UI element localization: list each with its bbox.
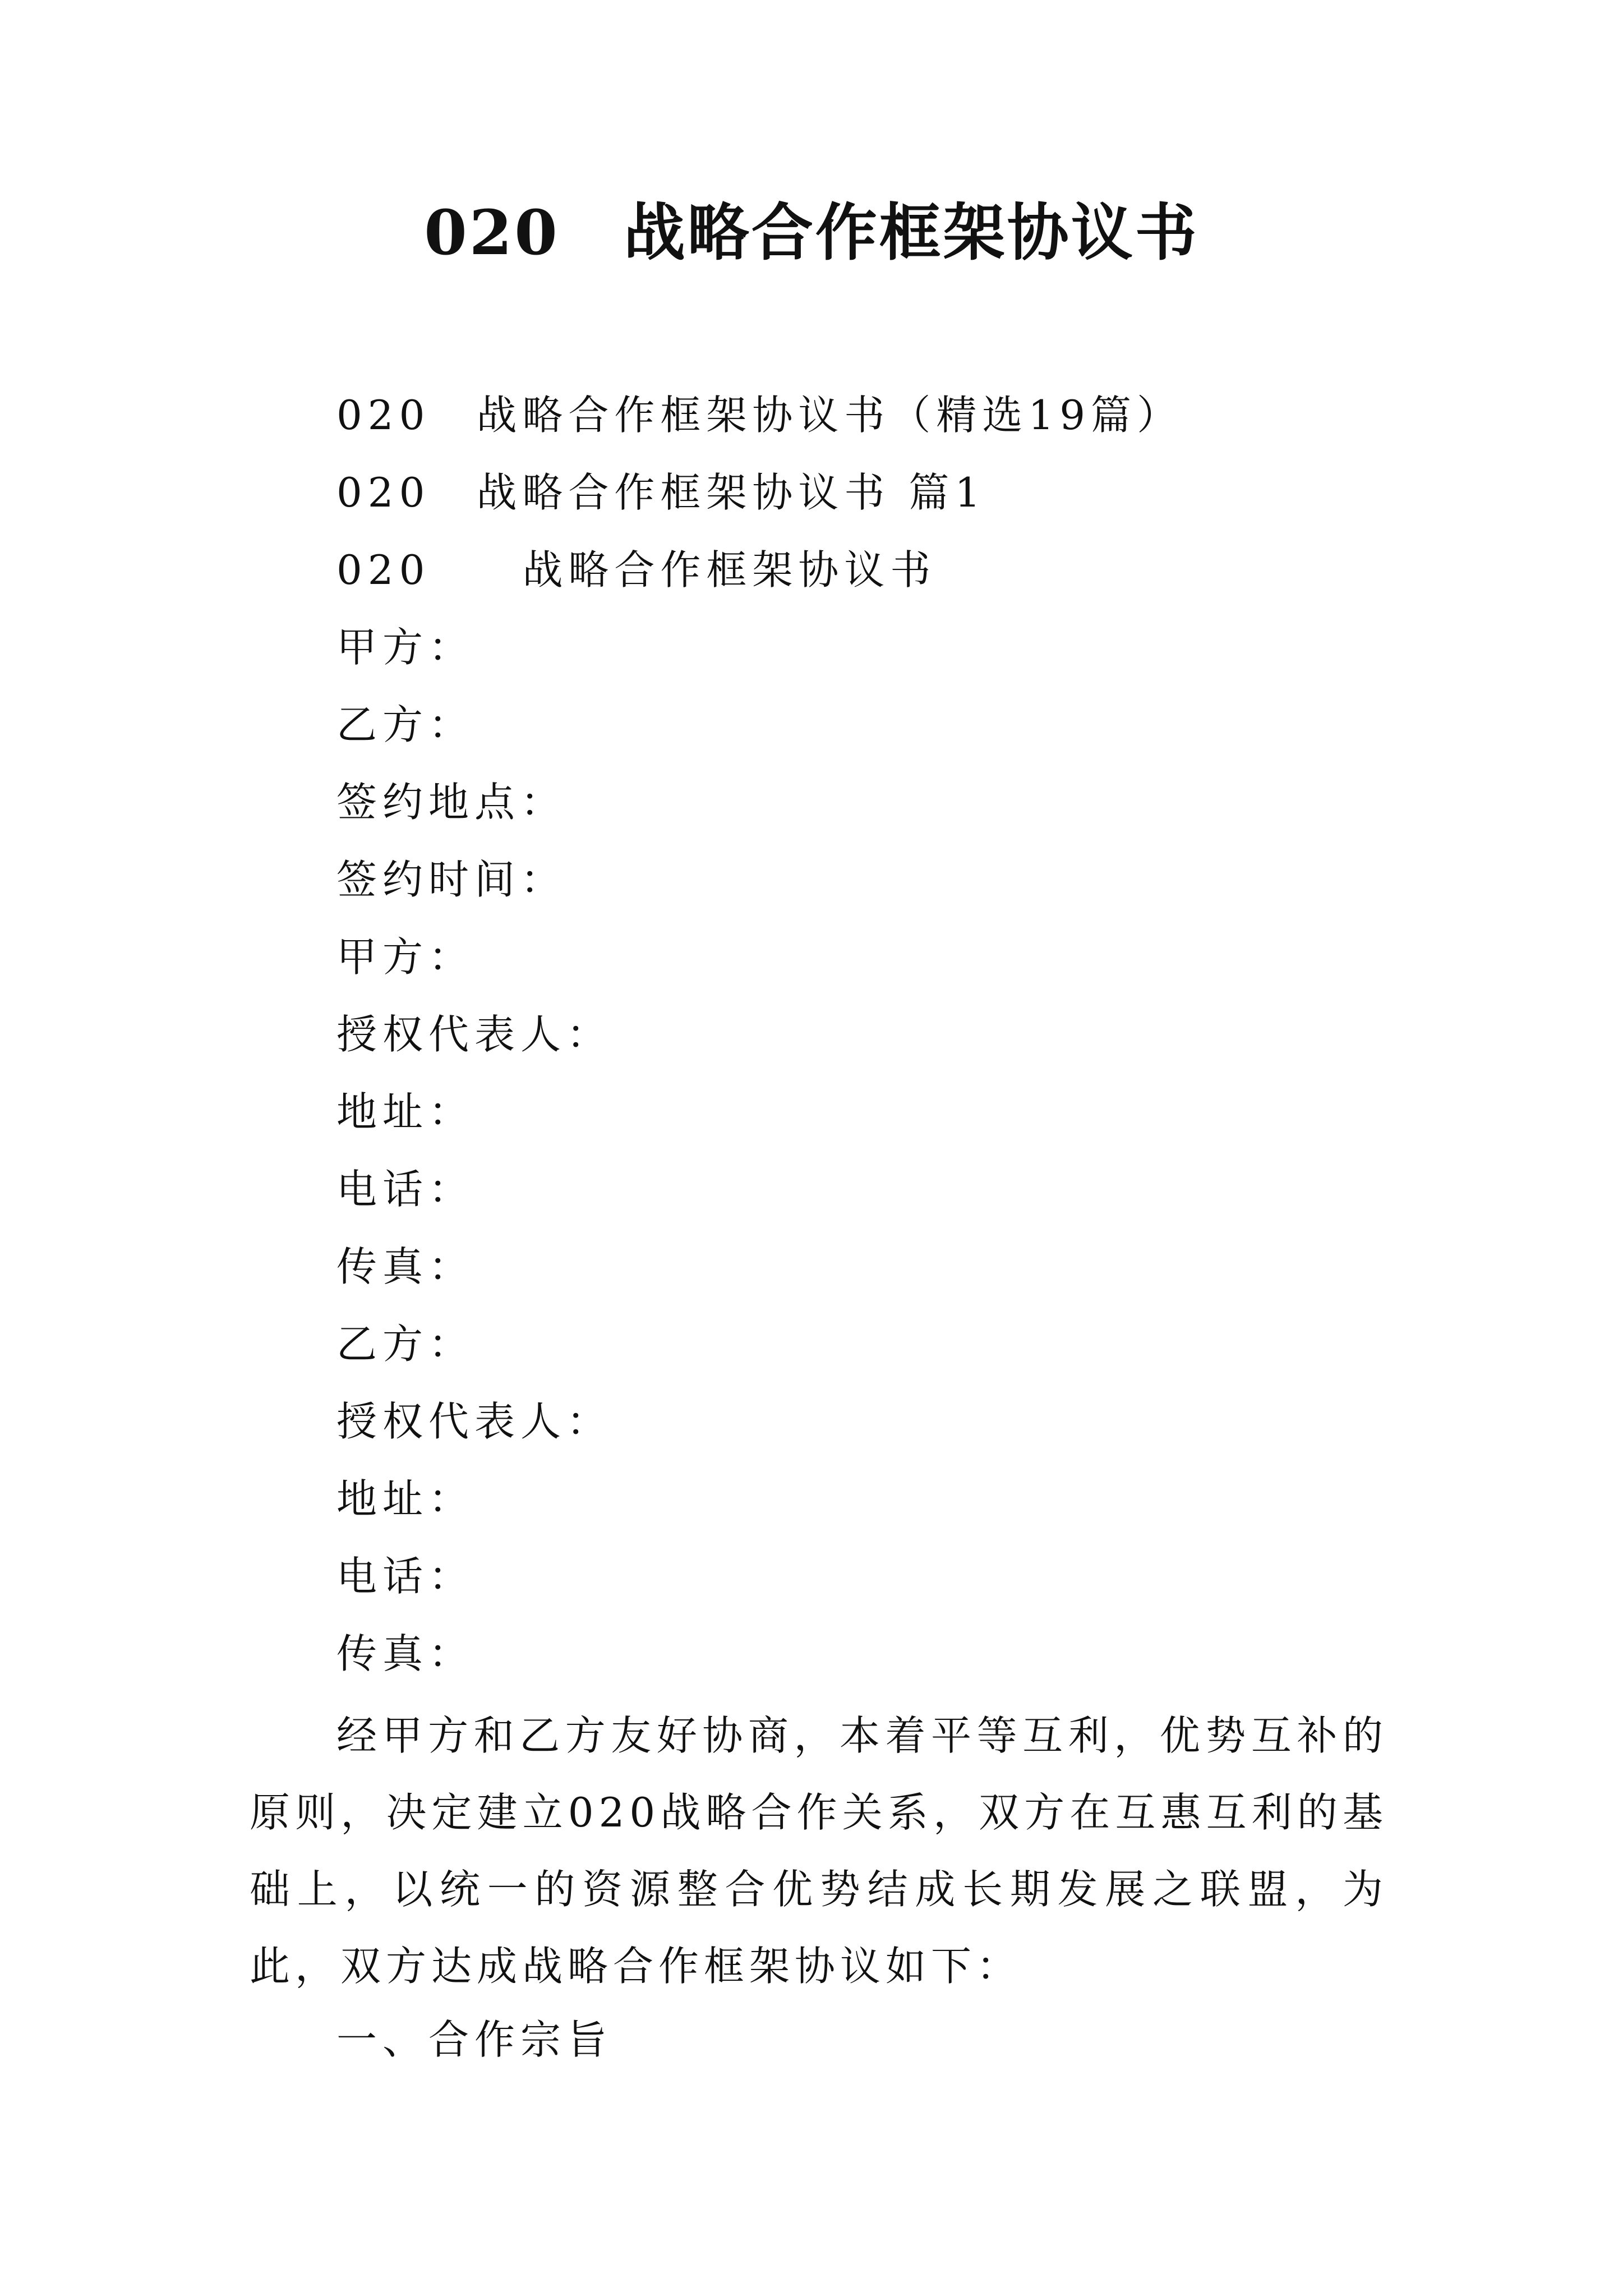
party-a-representative: 授权代表人：: [336, 1011, 613, 1058]
party-a-fax: 传真：: [336, 1243, 475, 1290]
party-b-phone: 电话：: [336, 1553, 475, 1600]
party-a-line: 甲方：: [336, 624, 475, 671]
preamble-paragraph: 经甲方和乙方友好协商，本着平等互利，优势互补的原则，决定建立020战略合作关系，双方在互惠互利的基础上，以统一的资源整合优势结成长期发展之联盟，为此，双方达成战略合作框架协议如下：: [250, 1712, 1388, 1990]
section-title-line: 020 战略合作框架协议书 篇1: [336, 469, 986, 516]
signing-time-line: 签约时间：: [336, 856, 567, 903]
party-b-detail-line: 乙方：: [336, 1320, 475, 1368]
party-b-representative: 授权代表人：: [336, 1398, 613, 1445]
party-b-address: 地址：: [336, 1475, 475, 1522]
section-heading: 一、合作宗旨: [336, 2016, 613, 2063]
party-a-detail-line: 甲方：: [336, 933, 475, 981]
document-title: 020 战略合作框架协议书: [424, 196, 1199, 269]
party-b-line: 乙方：: [336, 701, 475, 748]
party-a-phone: 电话：: [336, 1166, 475, 1213]
party-b-fax: 传真：: [336, 1630, 475, 1677]
agreement-name-line: 020 战略合作框架协议书: [336, 546, 937, 593]
subtitle-line: 020 战略合作框架协议书（精选19篇）: [336, 392, 1183, 439]
signing-place-line: 签约地点：: [336, 779, 567, 826]
party-a-address: 地址：: [336, 1088, 475, 1135]
